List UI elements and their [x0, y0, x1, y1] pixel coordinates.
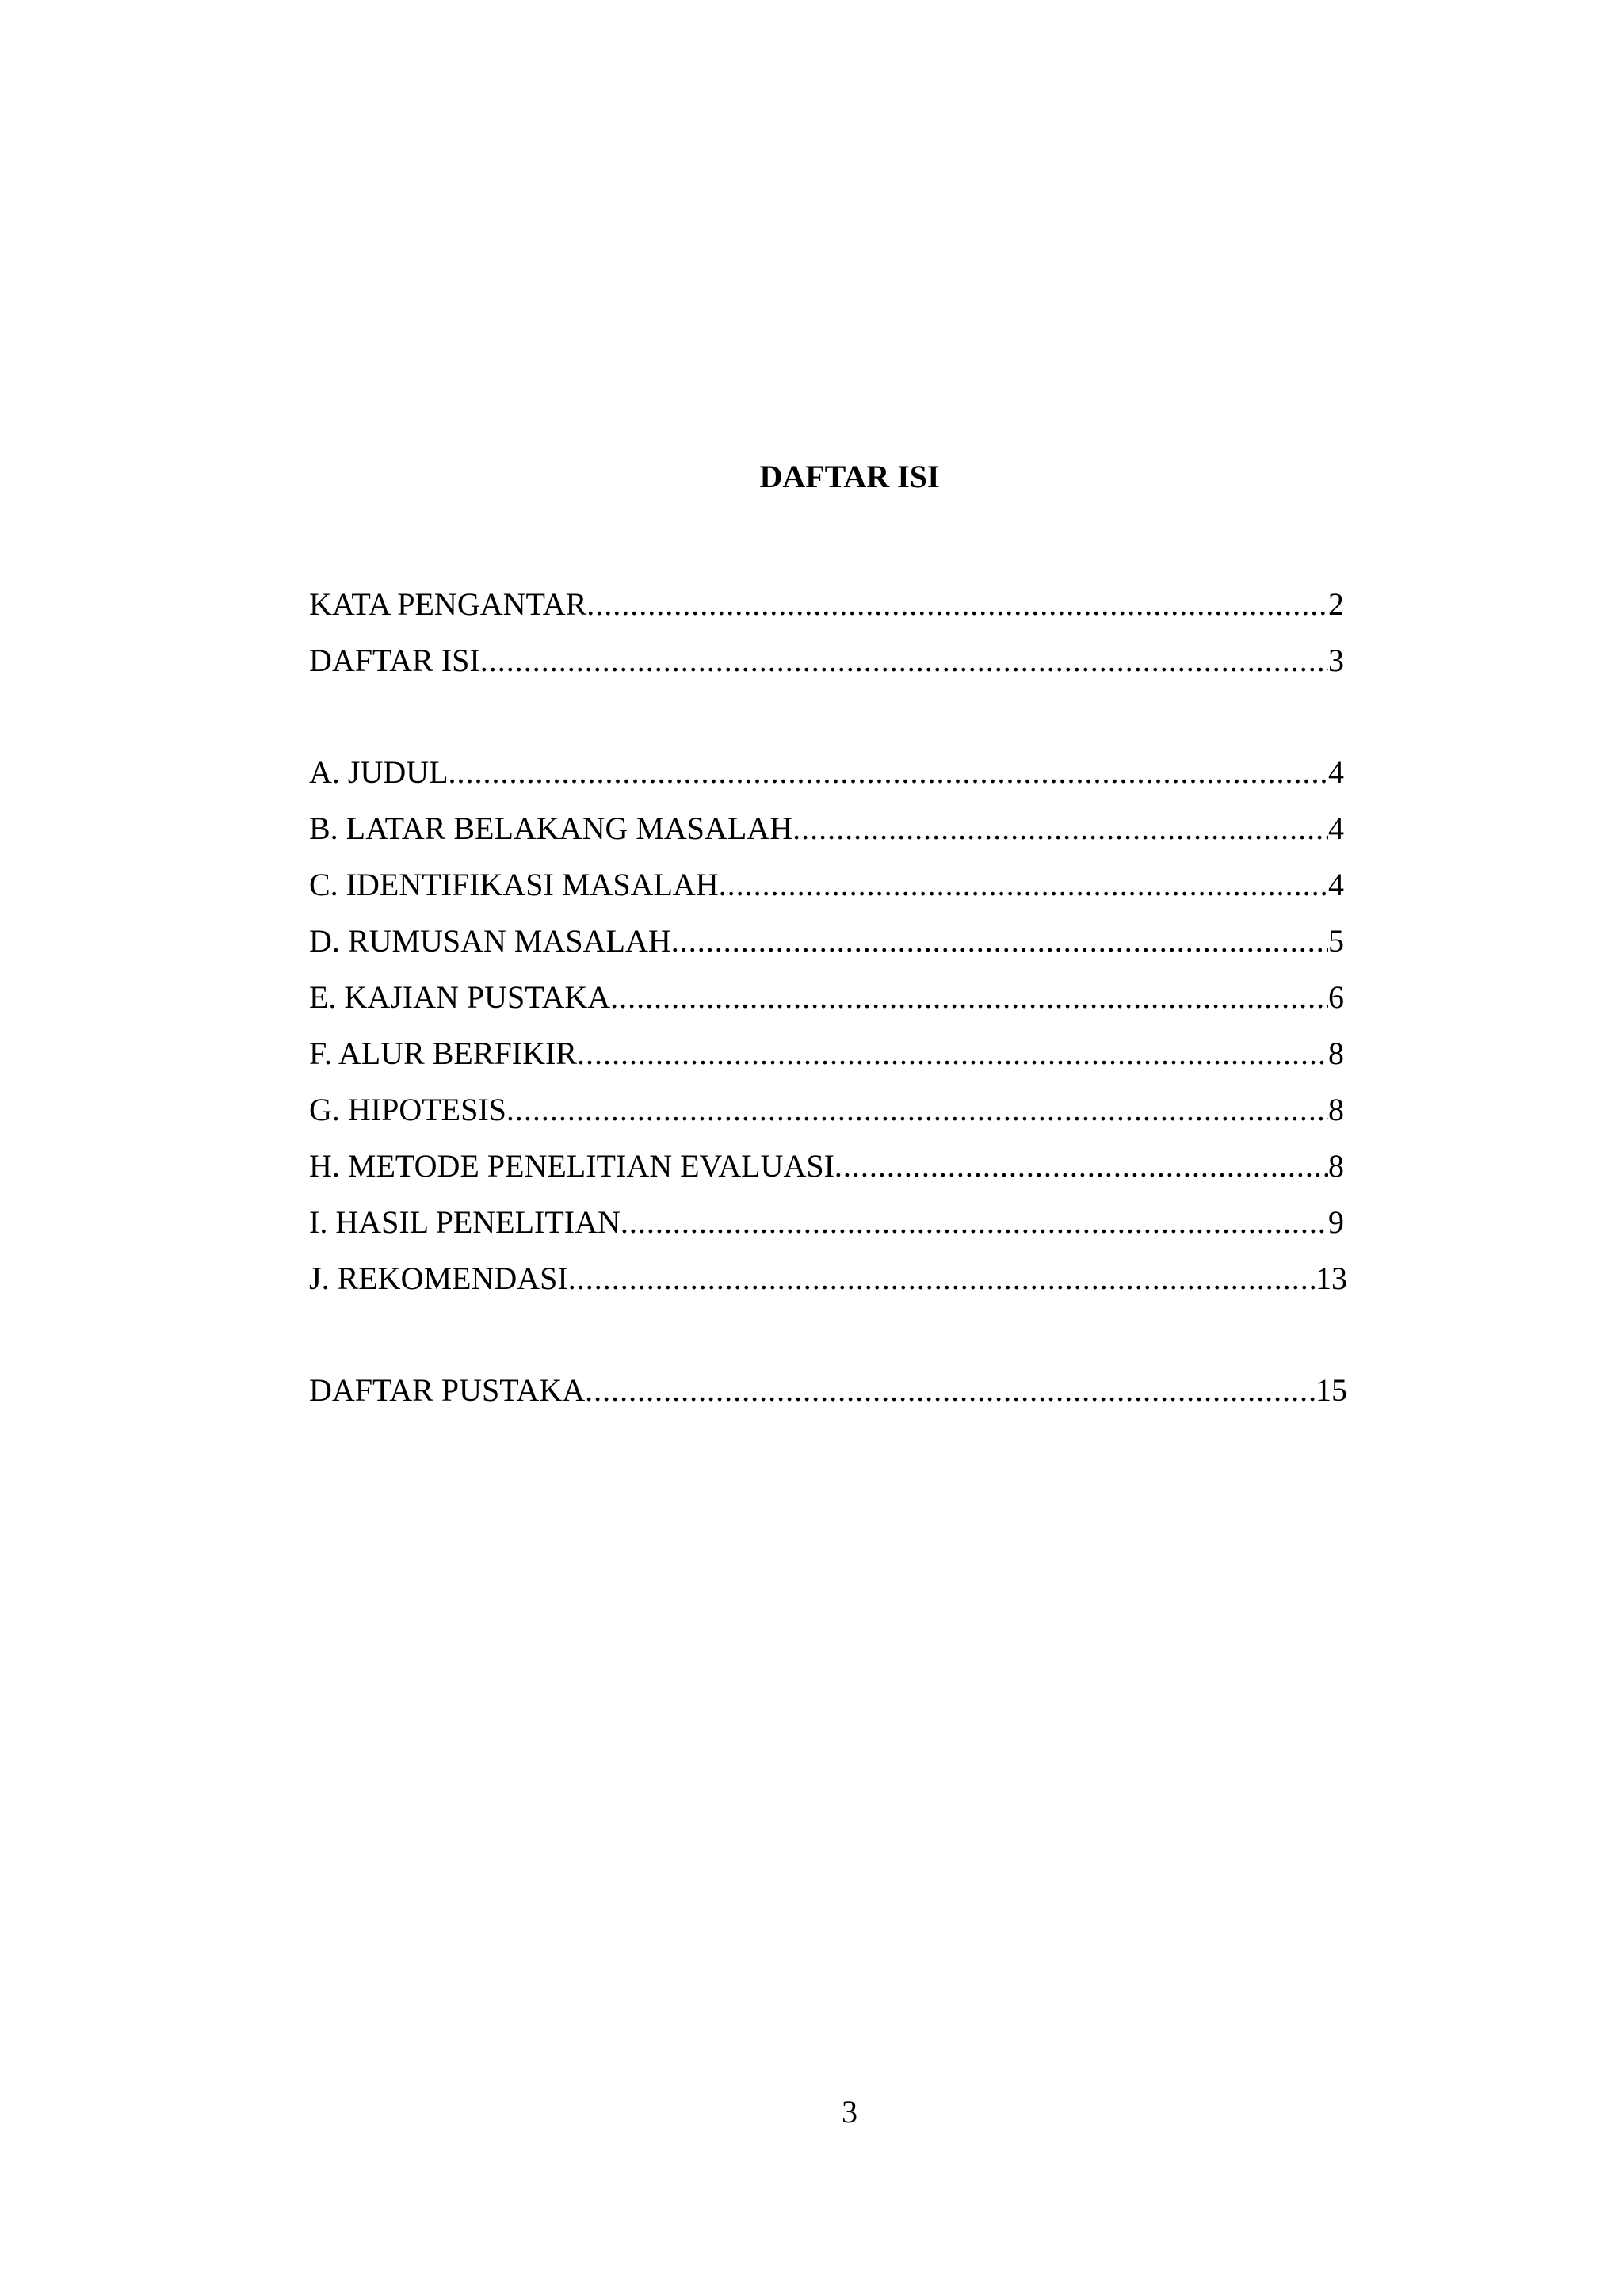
toc-entry[interactable]: [309, 849, 1347, 906]
page-number: 3: [842, 2094, 857, 2130]
toc-entry-page: 13: [1316, 1261, 1347, 1296]
toc-body-sections: [309, 737, 1347, 1299]
toc-entry[interactable]: [309, 737, 1347, 793]
dot-leader: [568, 1258, 1316, 1299]
toc-entry[interactable]: [309, 1074, 1347, 1131]
toc-entry[interactable]: [309, 1131, 1347, 1187]
dot-leader: [671, 921, 1328, 962]
dot-leader: [610, 977, 1328, 1018]
toc-entry-label: D. RUMUSAN MASALAH: [309, 923, 671, 959]
toc-entry-page: 4: [1328, 810, 1344, 846]
toc-entry[interactable]: [309, 625, 1347, 681]
toc-entry-label: I. HASIL PENELITIAN: [309, 1204, 621, 1240]
toc-entry-label: B. LATAR BELAKANG MASALAH: [309, 810, 793, 846]
toc-entry-label: J. REKOMENDASI: [309, 1261, 568, 1296]
toc-entry-label: E. KAJIAN PUSTAKA: [309, 979, 611, 1015]
toc-entry-page: 6: [1328, 979, 1344, 1015]
toc-entry-page: 15: [1316, 1372, 1347, 1408]
dot-leader: [621, 1202, 1328, 1243]
dot-leader: [449, 752, 1328, 793]
toc-entry[interactable]: [309, 962, 1347, 1018]
toc-entry-label: KATA PENGANTAR: [309, 586, 587, 622]
dot-leader: [792, 808, 1328, 849]
dot-leader: [480, 640, 1328, 681]
toc-entry[interactable]: [309, 1355, 1347, 1411]
toc-entry-page: 8: [1328, 1035, 1344, 1071]
toc-entry-page: 9: [1328, 1204, 1344, 1240]
dot-leader: [577, 1033, 1328, 1074]
toc-entry-label: C. IDENTIFIKASI MASALAH: [309, 867, 719, 902]
toc-entry[interactable]: [309, 793, 1347, 849]
toc-entry-label: DAFTAR PUSTAKA: [309, 1372, 586, 1408]
toc-entry-page: 5: [1328, 923, 1344, 959]
dot-leader: [586, 584, 1328, 625]
toc-entry[interactable]: [309, 1187, 1347, 1243]
dot-leader: [719, 864, 1328, 906]
toc-entry[interactable]: [309, 1243, 1347, 1299]
toc-entry-page: 8: [1328, 1092, 1344, 1127]
dot-leader: [585, 1370, 1316, 1411]
toc-entry[interactable]: [309, 1018, 1347, 1074]
toc-entry-page: 4: [1328, 754, 1344, 790]
toc-entry[interactable]: [309, 906, 1347, 962]
toc-entry-label: H. METODE PENELITIAN EVALUASI: [309, 1148, 834, 1184]
toc-entry-page: 8: [1328, 1148, 1344, 1184]
toc-entry-label: G. HIPOTESIS: [309, 1092, 506, 1127]
toc-entry-page: 4: [1328, 867, 1344, 902]
toc-entry-label: DAFTAR ISI: [309, 643, 480, 678]
toc-entry-page: 3: [1328, 643, 1344, 678]
dot-leader: [506, 1089, 1328, 1131]
table-of-contents: [309, 569, 1347, 1411]
toc-front-matter: [309, 569, 1347, 681]
dot-leader: [834, 1146, 1328, 1187]
toc-entry-label: F. ALUR BERFIKIR: [309, 1035, 577, 1071]
toc-entry-label: A. JUDUL: [309, 754, 449, 790]
toc-entry-page: 2: [1328, 586, 1344, 622]
page-title: DAFTAR ISI: [759, 459, 940, 494]
toc-back-matter: [309, 1355, 1347, 1411]
toc-entry[interactable]: [309, 569, 1347, 625]
